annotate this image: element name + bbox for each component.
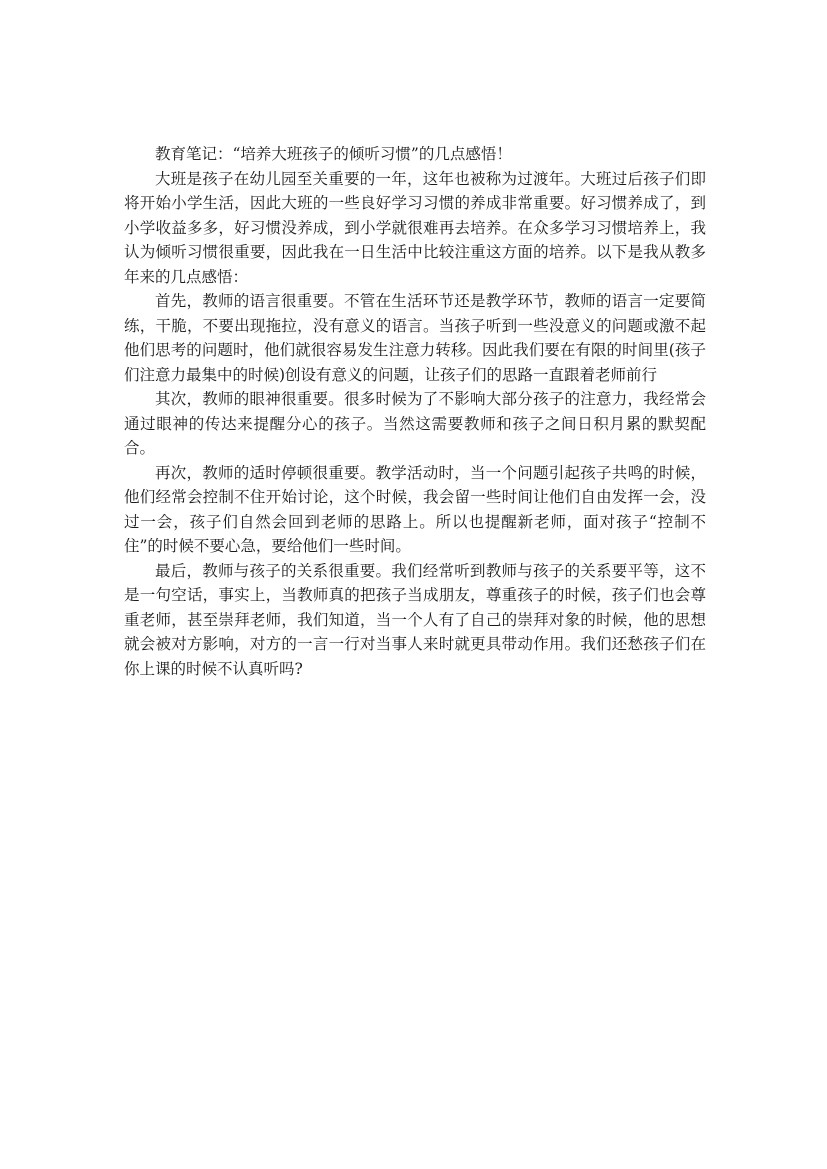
paragraph-first: 首先，教师的语言很重要。不管在生活环节还是教学环节，教师的语言一定要简练，干脆，不要出现拖拉，没有意义的语言。当孩子听到一些没意义的问题或激不起他们思考的问题时，他们就很容易发生注意力转移。因此我们要在有限的时间里(孩子们注意力最集中的时候)创设有意义的问题，让孩子们的思路一直跟着老师前行 — [124, 292, 706, 384]
paragraph-intro: 大班是孩子在幼儿园至关重要的一年，这年也被称为过渡年。大班过后孩子们即将开始小学生活，因此大班的一些良好学习习惯的养成非常重要。好习惯养成了，到小学收益多多，好习惯没养成，到小学就很难再去培养。在众多学习习惯培养上，我认为倾听习惯很重要，因此我在一日生活中比较注重这方面的培养。以下是我从教多年来的几点感悟： — [124, 169, 706, 286]
document-title: 教育笔记：“培养大班孩子的倾听习惯”的几点感悟！ — [155, 145, 512, 163]
paragraph-second: 其次，教师的眼神很重要。很多时候为了不影响大部分孩子的注意力，我经常会通过眼神的传达来提醒分心的孩子。当然这需要教师和孩子之间日积月累的默契配合。 — [124, 390, 706, 457]
paragraph-third: 再次，教师的适时停顿很重要。教学活动时，当一个问题引起孩子共鸣的时候，他们经常会控制不住开始讨论，这个时候，我会留一些时间让他们自由发挥一会，没过一会，孩子们自然会回到老师的思路上。所以也提醒新老师，面对孩子“控制不住”的时候不要心急，要给他们一些时间。 — [124, 463, 706, 555]
paragraph-last: 最后，教师与孩子的关系很重要。我们经常听到教师与孩子的关系要平等，这不是一句空话，事实上，当教师真的把孩子当成朋友，尊重孩子的时候，孩子们也会尊重老师，甚至崇拜老师，我们知道，当一个人有了自己的崇拜对象的时候，他的思想就会被对方影响，对方的一言一行对当事人来时就更具带动作用。我们还愁孩子们在你上课的时候不认真听吗? — [124, 561, 706, 678]
document-page — [124, 142, 706, 681]
